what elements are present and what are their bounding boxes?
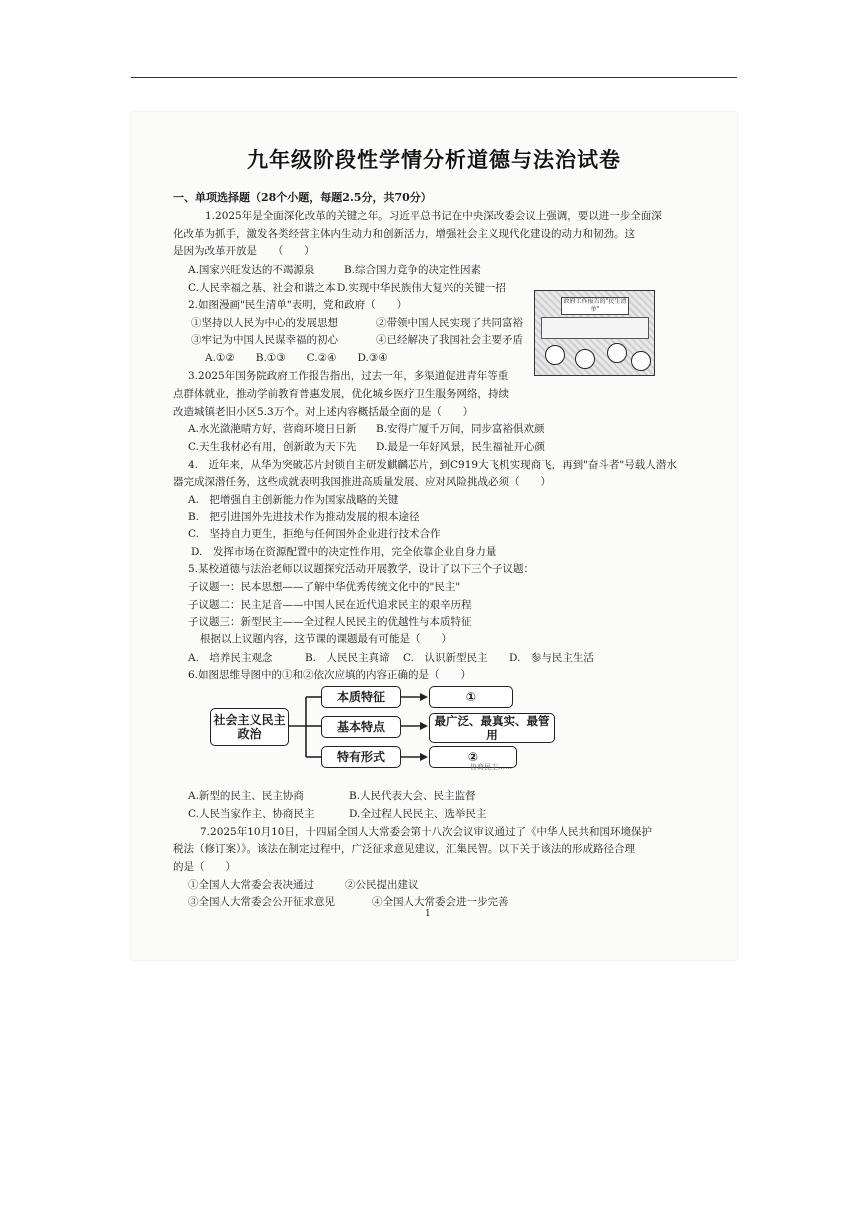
q5-option-c: C. 认识新型民主: [403, 652, 488, 664]
mindmap-blank-1: ①: [429, 686, 513, 708]
q1-option-a: A.国家兴旺发达的不竭源泉: [188, 264, 315, 276]
q3-line1: 3.2025年国务院政府工作报告指出，过去一年，多渠道促进青年等重: [188, 370, 509, 382]
mindmap-node-essence: 本质特征: [321, 686, 401, 708]
q3-option-a: A.水光潋滟晴方好，营商环境日日新: [188, 423, 357, 435]
q2-item-3: ③牢记为中国人民谋幸福的初心: [191, 334, 338, 346]
q4-line2: 器完成深潜任务，这些成就表明我国推进高质量发展、应对风险挑战必须（ ）: [173, 476, 551, 488]
section-heading: 一、单项选择题（28个小题，每题2.5分，共70分）: [173, 191, 432, 204]
q5-option-a: A. 培养民主观念: [188, 652, 273, 664]
q6-stem: 6.如图思维导图中的①和②依次应填的内容正确的是（ ）: [188, 669, 472, 681]
mindmap-note: 协商民主……: [470, 763, 512, 771]
q6-option-d: D.全过程人民民主、选举民主: [349, 808, 487, 820]
mindmap-root: 社会主义民主政治: [210, 708, 289, 746]
q7-item-3: ③全国人大常委会公开征求意见: [188, 896, 335, 908]
q5-stem: 5.某校道德与法治老师以议题探究活动开展教学，设计了以下三个子议题：: [188, 563, 535, 575]
q1-option-c: C.人民幸福之基、社会和谐之本: [188, 282, 336, 294]
q6-option-c: C.人民当家作主、协商民主: [188, 808, 315, 820]
q2-item-1: ①坚持以人民为中心的发展思想: [191, 317, 338, 329]
mindmap-node-form: 特有形式: [321, 746, 401, 768]
mindmap-result-features: 最广泛、最真实、最管用: [429, 713, 555, 743]
q3-line3: 改造城镇老旧小区5.3万个。对上述内容概括最全面的是（ ）: [173, 406, 474, 418]
q3-line2: 点群体就业，推动学前教育普惠发展，优化城乡医疗卫生服务网络，持续: [173, 388, 509, 400]
mindmap-node-features: 基本特点: [321, 716, 401, 738]
q5-question: 根据以上议题内容，这节课的课题最有可能是（ ）: [200, 633, 452, 645]
q5-option-d: D. 参与民主生活: [509, 652, 594, 664]
cartoon-sign: 政府工作报告的"民生清单": [561, 297, 629, 315]
q5-subtopic-2: 子议题二：民主足音——中国人民在近代追求民主的艰辛历程: [188, 599, 472, 611]
q5-subtopic-3: 子议题三：新型民主——全过程人民民主的优越性与本质特征: [188, 616, 472, 628]
q3-option-d: D.最是一年好风景，民生福祉开心颜: [376, 441, 545, 453]
q4-option-a: A. 把增强自主创新能力作为国家战略的关键: [188, 494, 399, 506]
q4-line1: 4. 近年来，从华为突破芯片封锁自主研发麒麟芯片，到C919大飞机实现商飞，再到"奋斗者"号载人潜水: [188, 459, 677, 471]
q1-option-d: D.实现中华民族伟大复兴的关键一招: [337, 282, 506, 294]
q5-option-b: B. 人民民主真谛: [305, 652, 390, 664]
q4-option-d: D. 发挥市场在资源配置中的决定性作用，完全依靠企业自身力量: [191, 546, 497, 558]
q7-line2: 税法（修订案）》。该法在制定过程中，广泛征求意见建议，汇集民智。以下关于该法的形成路径合理: [173, 843, 635, 855]
q6-option-b: B.人民代表大会、民主监督: [349, 790, 476, 802]
q7-item-4: ④全国人大常委会进一步完善: [372, 896, 509, 908]
q4-option-b: B. 把引进国外先进技术作为推动发展的根本途径: [188, 511, 420, 523]
q2-stem: 2.如图漫画"民生清单"表明，党和政府（ ）: [188, 299, 408, 311]
q1-line2: 化改革为抓手，激发各类经营主体内生动力和创新活力，增强社会主义现代化建设的动力和韧劲。这: [173, 228, 635, 240]
q2-choices: A.①② B.①③ C.②④ D.③④: [205, 352, 388, 364]
q7-item-2: ②公民提出建议: [345, 879, 419, 891]
q5-subtopic-1: 子议题一：民本思想——了解中华优秀传统文化中的"民主": [188, 581, 461, 593]
q3-option-b: B.安得广厦千万间，同步富裕俱欢颜: [376, 423, 545, 435]
q1-option-b: B.综合国力竞争的决定性因素: [344, 264, 482, 276]
q2-item-2: ②带领中国人民实现了共同富裕: [376, 317, 523, 329]
q1-line3: 是因为改革开放是 （ ）: [173, 245, 315, 257]
q7-line3: 的是（ ）: [173, 861, 236, 873]
q4-option-c: C. 坚持自力更生，拒绝与任何国外企业进行技术合作: [188, 528, 441, 540]
q7-item-1: ①全国人大常委会表决通过: [188, 879, 314, 891]
page-number: 1: [425, 909, 431, 919]
page-title: 九年级阶段性学情分析道德与法治试卷: [247, 147, 621, 172]
q2-item-4: ④已经解决了我国社会主要矛盾: [376, 334, 523, 346]
q1-line1: 1.2025年是全面深化改革的关键之年。习近平总书记在中央深改委会议上强调，要以进一步全面深: [205, 210, 662, 222]
q6-option-a: A.新型的民主、民主协商: [188, 790, 304, 802]
mindmap-blank-2: ②: [429, 746, 517, 768]
q7-line1: 7.2025年10月10日，十四届全国人大常委会第十八次会议审议通过了《中华人民共和国环境保护: [200, 826, 652, 838]
q3-option-c: C.天生我材必有用，创新敢为天下先: [188, 441, 357, 453]
